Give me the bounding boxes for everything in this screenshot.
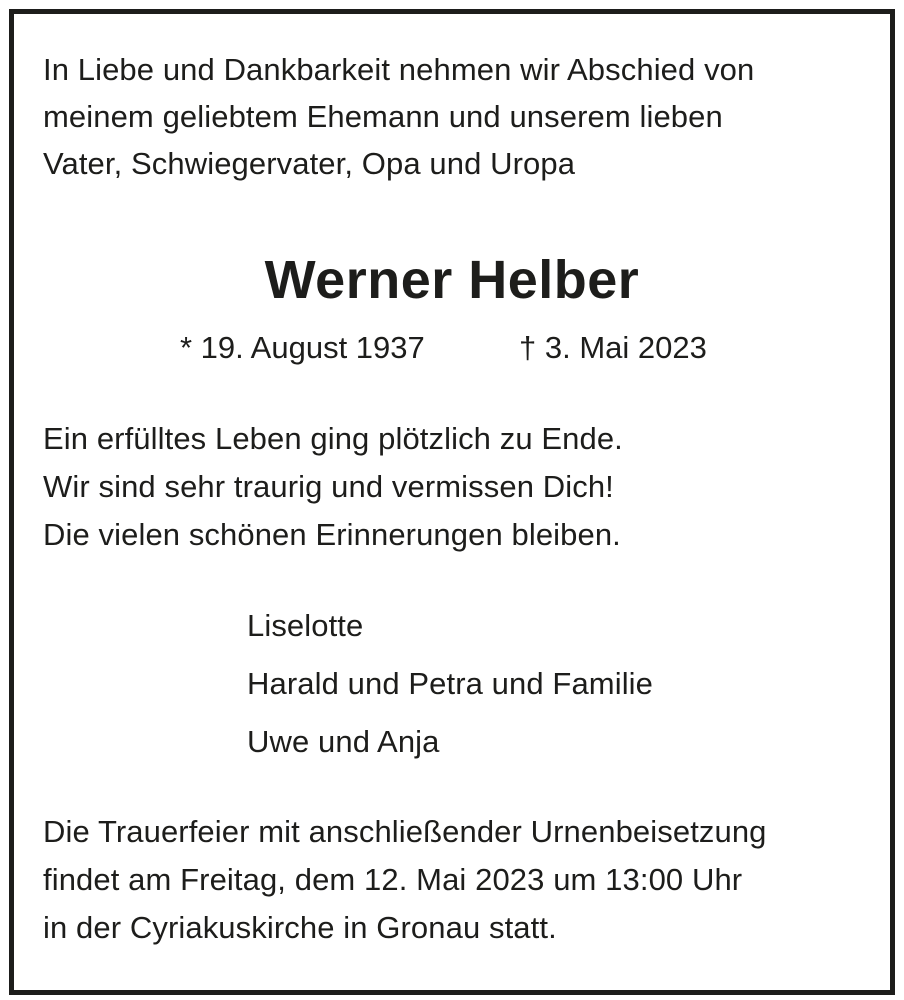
death-date: † 3. Mai 2023: [519, 330, 707, 365]
funeral-line-3: in der Cyriakuskirche in Gronau statt.: [43, 910, 557, 945]
funeral-line-2: findet am Freitag, dem 12. Mai 2023 um 13:00 Uhr: [43, 862, 743, 897]
intro-line-2: meinem geliebtem Ehemann und unserem lieben: [43, 99, 723, 134]
family-member-1: Liselotte: [247, 608, 364, 643]
verse-line-2: Wir sind sehr traurig und vermissen Dich!: [43, 469, 614, 504]
funeral-line-1: Die Trauerfeier mit anschließender Urnenbeisetzung: [43, 814, 767, 849]
family-member-3: Uwe und Anja: [247, 724, 440, 759]
family-member-2: Harald und Petra und Familie: [247, 666, 654, 701]
deceased-name: Werner Helber: [264, 250, 640, 310]
birth-date: * 19. August 1937: [180, 330, 425, 365]
obituary-notice: [9, 9, 895, 995]
intro-line-1: In Liebe und Dankbarkeit nehmen wir Abschied von: [43, 52, 755, 87]
verse-line-3: Die vielen schönen Erinnerungen bleiben.: [43, 517, 621, 552]
intro-line-3: Vater, Schwiegervater, Opa und Uropa: [43, 146, 576, 181]
verse-line-1: Ein erfülltes Leben ging plötzlich zu Ende.: [43, 421, 623, 456]
